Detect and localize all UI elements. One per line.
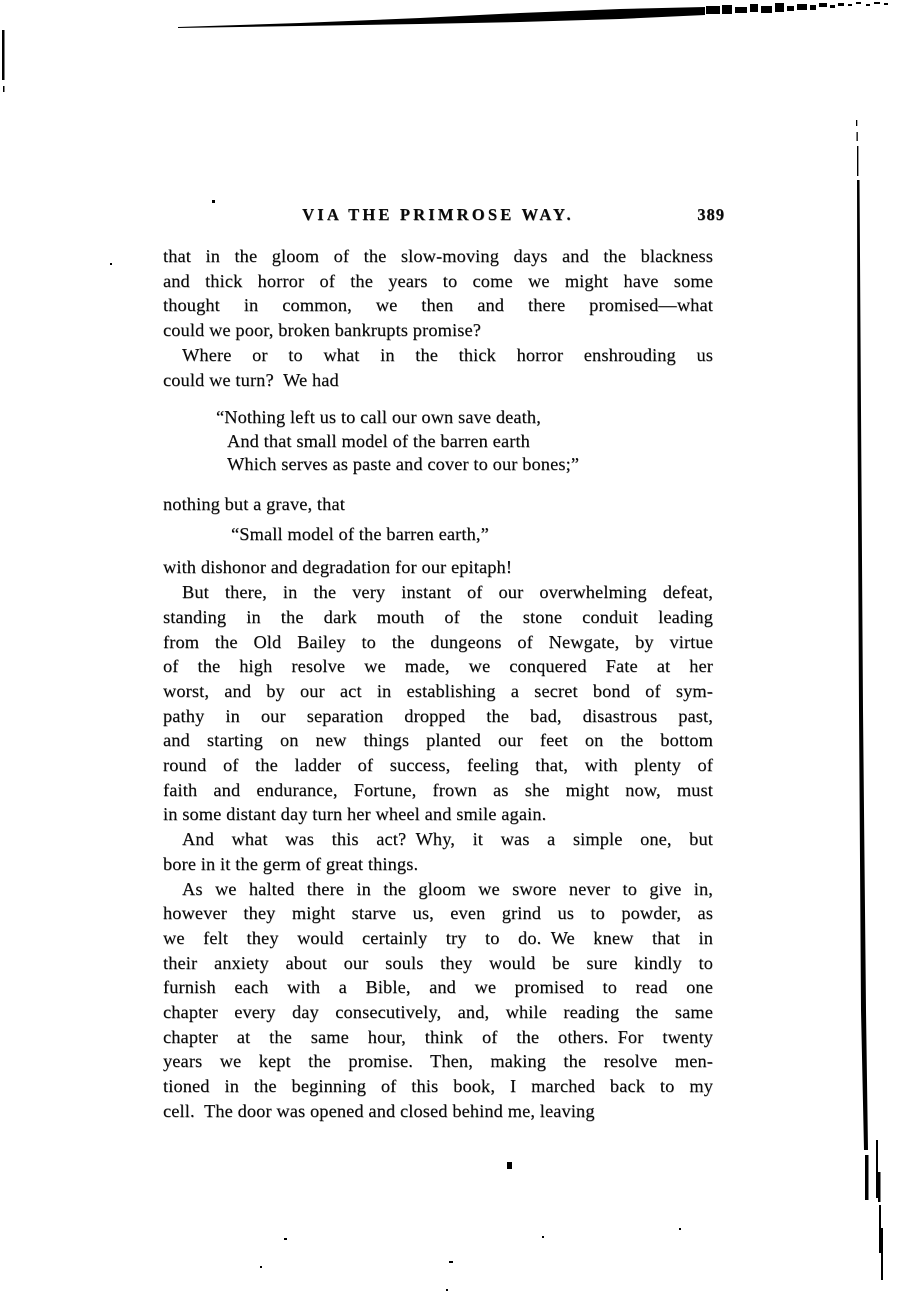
scan-artifact-top-streak [0, 0, 903, 40]
paragraph [163, 827, 713, 876]
text-line: “Nothing left us to call our own save death, [216, 407, 541, 428]
text-line: their anxiety about our souls they would be sure kindly to [163, 952, 713, 973]
text-line: of the high resolve we made, we conquered Fate at her [163, 656, 713, 677]
text-line: we felt they would certainly try to do. We knew that in [163, 927, 713, 948]
text-line: nothing but a grave, that [163, 494, 345, 514]
text-line: could we turn? We had [163, 369, 339, 390]
page-number: 389 [697, 205, 725, 224]
text-line: chapter at the same hour, think of the others. For twenty [163, 1026, 713, 1047]
text-line: from the Old Bailey to the dungeons of Newgate, by virtue [163, 631, 713, 652]
text-line: But there, in the very instant of our overwhelming defeat, [182, 582, 713, 603]
text-line: could we poor, broken bankrupts promise? [163, 320, 482, 341]
running-title: VIA THE PRIMROSE WAY. [302, 205, 574, 224]
text-line: with dishonor and degradation for our epitaph! [163, 557, 513, 578]
scan-speck [449, 1261, 453, 1263]
text-line: standing in the dark mouth of the stone conduit leading [163, 606, 713, 627]
text-line: chapter every day consecutively, and, while reading the same [163, 1002, 713, 1023]
text-block [163, 244, 713, 1124]
scan-speck [284, 1238, 287, 1240]
text-line: tioned in the beginning of this book, I marched back to my [163, 1076, 713, 1097]
paragraph [163, 555, 713, 580]
scan-speck [260, 1266, 262, 1268]
paragraph [163, 877, 713, 1124]
scan-speck [542, 1236, 544, 1238]
text-line: And what was this act? Why, it was a simple one, but [182, 829, 713, 850]
text-line: furnish each with a Bible, and we promised to read one [163, 977, 713, 998]
verse-block [216, 406, 713, 477]
paragraph [163, 343, 713, 392]
text-line: As we halted there in the gloom we swore never to give in, [182, 878, 713, 899]
text-line: bore in it the germ of great things. [163, 853, 419, 874]
text-line: pathy in our separation dropped the bad, disastrous past, [163, 705, 713, 726]
scan-speck [507, 1162, 512, 1169]
text-line: years we kept the promise. Then, making the resolve men- [163, 1051, 713, 1072]
scan-artifact-left-edge-mark [0, 28, 10, 98]
text-line: round of the ladder of success, feeling that, with plenty of [163, 755, 713, 776]
paragraph [163, 580, 713, 827]
text-line: that in the gloom of the slow-moving days and the blackness [163, 246, 713, 266]
scan-speck [212, 200, 215, 203]
text-line: “Small model of the barren earth,” [231, 523, 489, 544]
text-line: however they might starve us, even grind us to powder, as [163, 903, 713, 924]
text-line: worst, and by our act in establishing a secret bond of sym- [163, 680, 713, 701]
scan-speck [679, 1228, 681, 1230]
paragraph [163, 244, 713, 343]
scan-speck [446, 1289, 448, 1291]
text-line: And that small model of the barren earth [227, 430, 530, 451]
scan-artifact-right-binding-line [840, 110, 903, 1290]
paragraph [163, 492, 713, 517]
text-line: and thick horror of the years to come we might have some [163, 270, 713, 291]
text-line: thought in common, we then and there promised—what [163, 295, 713, 316]
quote-block [231, 522, 713, 547]
text-line: and starting on new things planted our feet on the bottom [163, 730, 713, 751]
text-line: faith and endurance, Fortune, frown as she might now, must [163, 779, 713, 800]
text-line: cell. The door was opened and closed behind me, leaving [163, 1100, 595, 1121]
page-header [163, 205, 725, 229]
text-line: Where or to what in the thick horror enshrouding us [182, 344, 713, 365]
scan-speck [110, 263, 112, 265]
text-line: Which serves as paste and cover to our bones;” [227, 454, 580, 475]
text-line: in some distant day turn her wheel and smile again. [163, 804, 547, 825]
